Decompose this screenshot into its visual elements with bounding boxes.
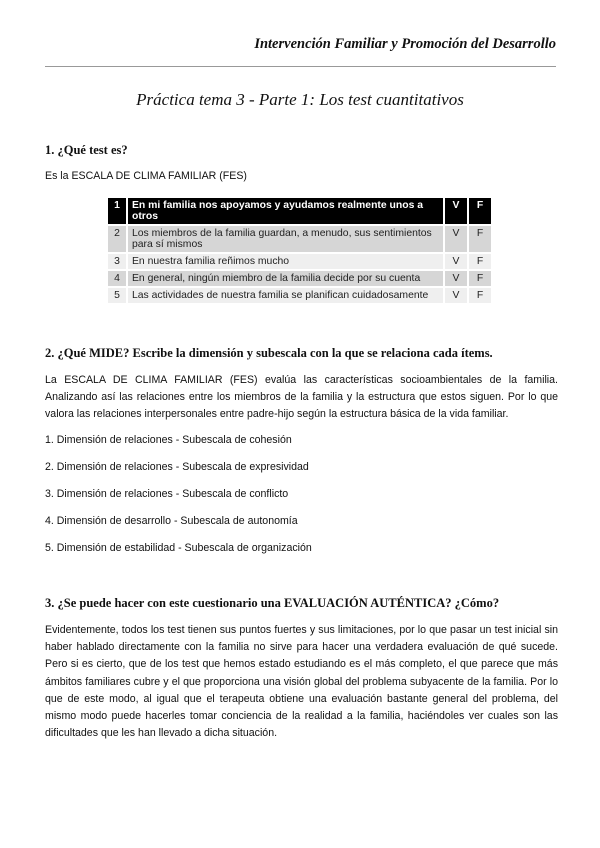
item-number: 4: [108, 270, 127, 287]
true-option: V: [444, 253, 468, 270]
section1-heading: 1. ¿Qué test es?: [45, 143, 128, 157]
item-text: Los miembros de la familia guardan, a menudo, sus sentimientos para sí mismos: [127, 225, 444, 253]
false-option: F: [468, 270, 492, 287]
item-text: En nuestra familia reñimos mucho: [127, 253, 444, 270]
table-row: [108, 270, 492, 287]
list-item: 1. Dimensión de relaciones - Subescala de cohesión: [45, 434, 292, 446]
header-divider: [45, 66, 556, 67]
false-option: F: [468, 253, 492, 270]
section1-text: Es la ESCALA DE CLIMA FAMILIAR (FES): [45, 170, 247, 182]
item-text: En mi familia nos apoyamos y ayudamos realmente unos a otros: [127, 198, 444, 225]
section2-heading: 2. ¿Qué MIDE? Escribe la dimensión y subescala con la que se relaciona cada ítems.: [45, 346, 493, 360]
item-number: 3: [108, 253, 127, 270]
true-option: V: [444, 225, 468, 253]
item-text: Las actividades de nuestra familia se planifican cuidadosamente: [127, 287, 444, 304]
item-number: 2: [108, 225, 127, 253]
table-row: [108, 253, 492, 270]
false-option: F: [468, 225, 492, 253]
table-row: [108, 225, 492, 253]
table-row: [108, 198, 492, 225]
true-option: V: [444, 198, 468, 225]
item-number: 5: [108, 287, 127, 304]
list-item: 4. Dimensión de desarrollo - Subescala de autonomía: [45, 515, 298, 527]
item-number: 1: [108, 198, 127, 225]
false-option: F: [468, 287, 492, 304]
list-item: 2. Dimensión de relaciones - Subescala de expresividad: [45, 461, 309, 473]
item-text: En general, ningún miembro de la familia decide por su cuenta: [127, 270, 444, 287]
false-option: F: [468, 198, 492, 225]
list-item: 5. Dimensión de estabilidad - Subescala de organización: [45, 542, 312, 554]
table-row: [108, 287, 492, 304]
running-header: Intervención Familiar y Promoción del Desarrollo: [254, 36, 556, 52]
page-title: Práctica tema 3 - Parte 1: Los test cuantitativos: [136, 90, 464, 109]
section3-heading: 3. ¿Se puede hacer con este cuestionario una EVALUACIÓN AUTÉNTICA? ¿Cómo?: [45, 596, 500, 610]
section2-paragraph: La ESCALA DE CLIMA FAMILIAR (FES) evalúa las características socioambientales de la familia. Analizando así las relaciones entre los miembros de la familia y la estructura que estos siguen. Por lo que valora las relaciones interpersonales entre padre-hijo según la estructura básica de la vida familiar.: [45, 374, 558, 421]
true-option: V: [444, 270, 468, 287]
list-item: 3. Dimensión de relaciones - Subescala de conflicto: [45, 488, 289, 500]
section3-paragraph: Evidentemente, todos los test tienen sus puntos fuertes y sus limitaciones, por lo que pasar un test inicial sin haber hablado directamente con la familia no sirve para hacer una verdadera evaluación de qué sucede. Pero si es cierto, que de los test que hemos estado estudiando es el más completo, el que parece que más ámbitos familiares cubre y el que proporciona una visión global del problema subyacente de la familia. Por lo que de este modo, al igual que el terapeuta obtiene una evaluación bastante general del problema, del mismo modo puede hacerles tomar conciencia de la realidad a la familia, haciéndoles ver cuales son las dificultades que les han llevado a dicha situación.: [45, 624, 558, 740]
fes-items-table: [108, 198, 493, 305]
true-option: V: [444, 287, 468, 304]
